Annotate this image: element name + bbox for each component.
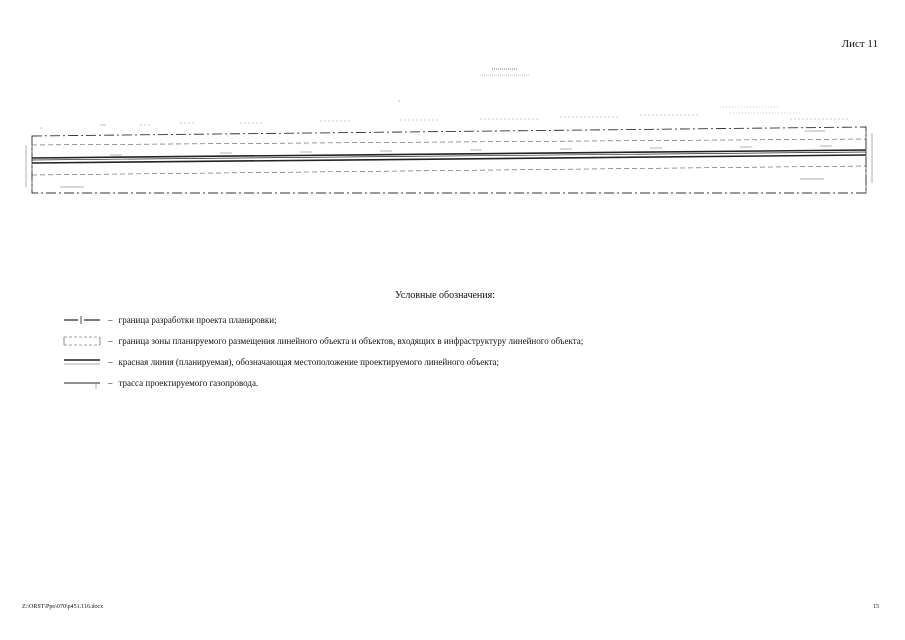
- legend-dash: –: [108, 315, 113, 325]
- project-boundary: [32, 127, 866, 193]
- legend-item: [62, 334, 583, 355]
- sheet-label: Лист 11: [841, 38, 878, 50]
- file-path: Z:\ORST\Ppo\070\p451.116.docx: [22, 604, 104, 610]
- legend-dash: –: [108, 336, 113, 346]
- legend-item: [62, 313, 583, 334]
- red-line-icon: [62, 355, 102, 369]
- legend: [62, 313, 583, 397]
- legend-item: [62, 376, 583, 397]
- gas-pipeline-route-icon: [62, 376, 102, 390]
- side-labels: [26, 133, 872, 187]
- legend-dash: –: [108, 357, 113, 367]
- page-number: 15: [873, 604, 879, 610]
- legend-dash: –: [108, 378, 113, 388]
- plan-caption-marks: [440, 66, 570, 80]
- legend-text: красная линия (планируемая), обозначающая местоположение проектируемого линейного объекта;: [118, 357, 500, 367]
- legend-title: Условные обозначения:: [395, 290, 496, 301]
- plan-edges: [32, 127, 866, 193]
- contour-marks: [40, 101, 850, 128]
- legend-item: [62, 355, 583, 376]
- legend-text: граница разработки проекта планировки;: [118, 315, 277, 325]
- linear-object-plan: [0, 95, 905, 215]
- project-boundary-line-icon: [62, 313, 102, 327]
- zone-boundary-line-icon: [62, 334, 102, 348]
- red-lines: [32, 150, 866, 163]
- plan-caption: [440, 66, 570, 81]
- legend-text: граница зоны планируемого размещения линейного объекта и объектов, входящих в инфраструктуру линейного объекта;: [118, 336, 584, 346]
- legend-text: трасса проектируемого газопровода.: [118, 378, 259, 388]
